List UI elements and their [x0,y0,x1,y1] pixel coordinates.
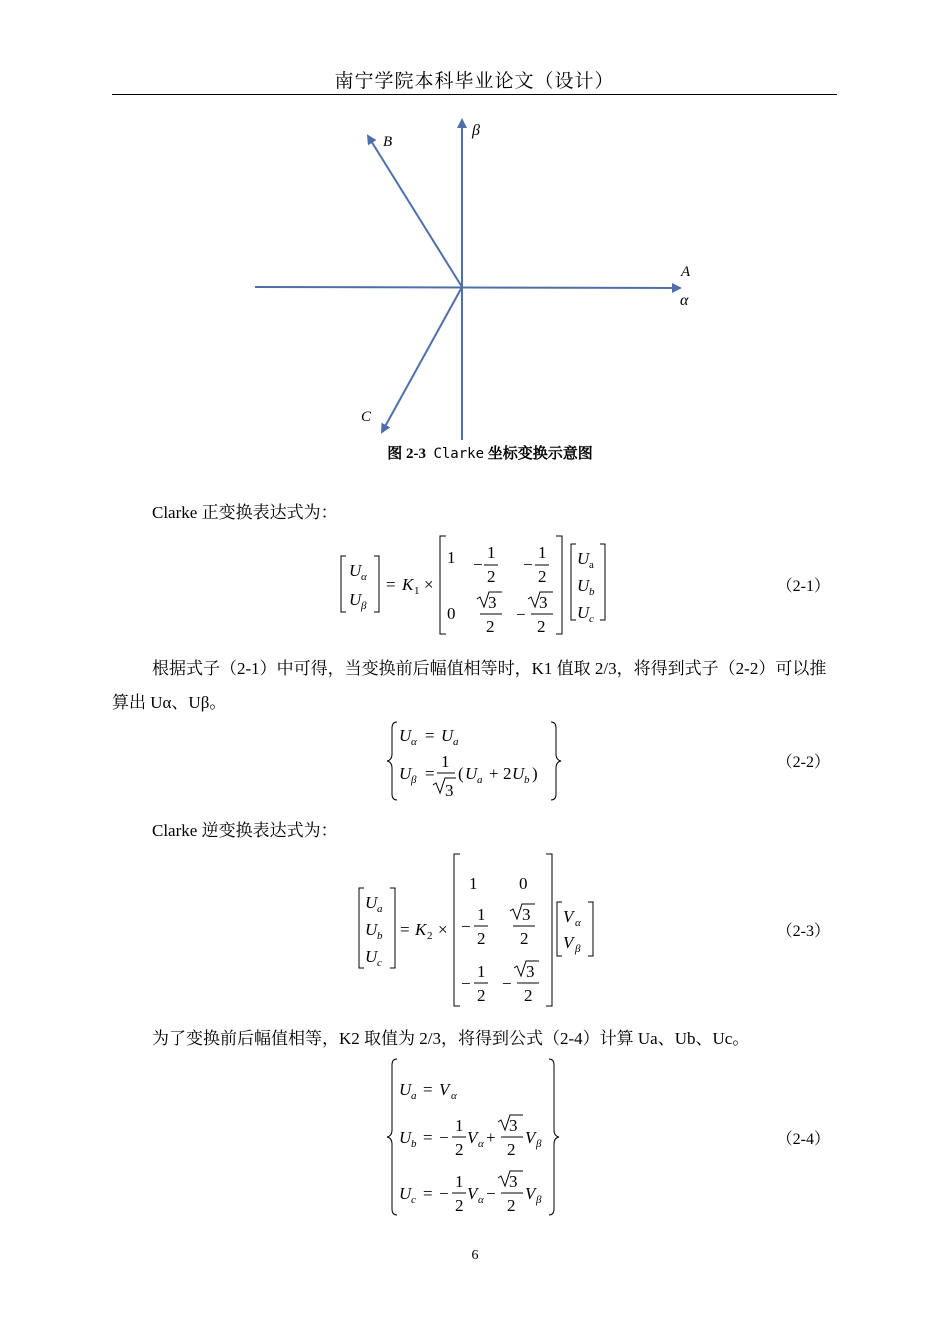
eq2-u: U [399,726,412,745]
eq4-minus: − [439,1184,449,1203]
equation-number: （2-3） [776,923,830,940]
eq2-eq: = [425,764,435,783]
page-header: 南宁学院本科毕业论文（设计） [334,71,615,92]
eq3-cell: 2 [477,986,486,1005]
c-label: C [361,409,372,425]
eq4-sub: β [536,1138,542,1150]
eq2-den: 3 [445,781,454,800]
eq2-u: U [441,726,454,745]
paragraph-amplitude-invariant: 根据式子（2-1）中可得，当变换前后幅值相等时，K1 值取 2/3，将得到式子（2-2）可以推算出 Uα、Uβ。 [112,659,827,712]
eq1-sub: a [589,559,594,571]
eq1-cell: 3 [539,593,548,612]
eq2-eq: = [425,726,435,745]
eq3-cell: 2 [477,929,486,948]
b-phase-vector [368,136,462,287]
eq1-cell: 2 [538,567,547,586]
beta-label: β [472,122,480,139]
eq4-v: V [439,1080,450,1099]
eq3-cell: 2 [524,986,533,1005]
alpha-label: α [680,292,689,309]
paragraph-inverse-transform: Clarke 逆变换表达式为： [152,821,338,840]
eq1-cell: 1 [487,543,496,562]
eq1-cell: 0 [447,604,456,623]
eq4-v: V [467,1128,478,1147]
eq1-u: U [349,590,362,609]
equation-2-4 [385,1056,575,1218]
caption-prefix: 图 2-3 [387,446,426,462]
eq1-u: U [577,576,590,595]
a-label: A [681,264,691,280]
eq2-sub: a [477,774,483,786]
eq3-u: U [365,920,378,939]
paragraph-forward-transform: Clarke 正变换表达式为： [152,503,338,522]
caption-text: 坐标变换示意图 [487,446,593,462]
eq3-v: V [563,933,574,952]
eq4-sub: β [536,1194,542,1206]
eq4-eq: = [423,1184,433,1203]
eq1-sub: b [589,586,595,598]
eq3-sub: c [377,957,382,969]
eq4-sub: a [411,1090,417,1102]
eq2-u: U [399,764,412,783]
eq3-cell: 1 [477,905,486,924]
eq1-sub: β [361,600,367,612]
eq4-u: U [399,1128,412,1147]
eq4-eq: = [423,1128,433,1147]
eq4-num: 3 [509,1116,518,1135]
alpha-axis [255,287,680,288]
eq3-cell: 3 [526,962,535,981]
eq3-k: K [415,920,427,939]
eq2-paren: ( [458,764,464,783]
eq3-sub: 2 [427,930,433,942]
eq1-cell: 1 [447,548,456,567]
eq3-cell: 0 [519,874,528,893]
eq3-v: V [563,907,574,926]
eq3-cell: 2 [520,929,529,948]
eq4-u: U [399,1184,412,1203]
eq4-plus: + [486,1128,496,1147]
eq4-den: 2 [507,1140,516,1159]
eq1-u: U [577,603,590,622]
eq4-v: V [467,1184,478,1203]
eq3-sub: b [377,930,383,942]
eq4-sub: c [411,1194,416,1206]
eq1-sub: α [361,571,367,583]
eq2-paren: ) [532,764,538,783]
eq4-u: U [399,1080,412,1099]
eq1-sub: c [589,613,594,625]
eq4-sub: α [478,1138,484,1150]
eq3-u: U [365,947,378,966]
eq3-u: U [365,893,378,912]
equation-2-3 [352,852,612,1012]
equation-number: （2-2） [776,754,830,771]
eq4-den: 2 [455,1140,464,1159]
eq1-eq: = [386,575,396,594]
eq1-cell: 1 [538,543,547,562]
eq3-cell: 1 [477,962,486,981]
eq4-num: 1 [455,1172,464,1191]
eq1-k: K [402,575,414,594]
header-rule [112,94,837,95]
eq3-cell: 1 [469,874,478,893]
eq2-sub: a [453,736,459,748]
eq1-cell: 2 [486,617,495,636]
eq1-u: U [577,549,590,568]
eq4-minus: − [486,1184,496,1203]
c-phase-vector [382,287,462,432]
eq2-sub: β [411,774,417,786]
eq2-two: 2 [503,764,512,783]
eq4-minus: − [439,1128,449,1147]
eq1-cell: − [473,555,483,574]
eq3-sub: β [575,943,581,955]
eq4-den: 2 [507,1196,516,1215]
eq3-cell: − [502,974,512,993]
eq1-cell: − [516,605,526,624]
eq2-sub: α [411,736,417,748]
eq1-sub: 1 [414,585,420,597]
eq4-num: 1 [455,1116,464,1135]
eq1-times: × [424,575,434,594]
eq2-plus: + [489,764,499,783]
eq3-sub: a [377,903,383,915]
figure-caption [240,442,740,463]
caption-code: Clarke [433,446,485,462]
eq4-den: 2 [455,1196,464,1215]
eq2-u: U [465,764,478,783]
eq1-cell: 3 [488,593,497,612]
equation-2-2 [385,718,575,804]
eq2-sub: b [524,774,530,786]
eq4-num: 3 [509,1172,518,1191]
eq3-cell: − [461,974,471,993]
eq4-v: V [525,1184,536,1203]
eq4-sub: α [478,1194,484,1206]
eq4-sub: α [451,1090,457,1102]
eq3-cell: 3 [522,905,531,924]
paragraph-inverse-amplitude: 为了变换前后幅值相等，K2 取值为 2/3，将得到公式（2-4）计算 Ua、Ub、Uc。 [152,1029,750,1048]
equation-number: （2-4） [776,1131,830,1148]
eq1-cell: 2 [537,617,546,636]
page-number: 6 [471,1248,479,1263]
eq4-v: V [525,1128,536,1147]
eq3-times: × [438,920,448,939]
eq4-eq: = [423,1080,433,1099]
eq3-sub: α [575,917,581,929]
equation-2-1 [330,530,630,642]
clarke-diagram [240,110,740,445]
eq3-cell: − [461,917,471,936]
equation-number: （2-1） [776,578,830,595]
eq3-eq: = [400,920,410,939]
eq2-num: 1 [441,752,450,771]
b-label: B [383,134,393,150]
eq1-cell: − [523,555,533,574]
eq1-cell: 2 [487,567,496,586]
eq1-u: U [349,561,362,580]
eq4-sub: b [411,1138,417,1150]
eq2-u: U [512,764,525,783]
